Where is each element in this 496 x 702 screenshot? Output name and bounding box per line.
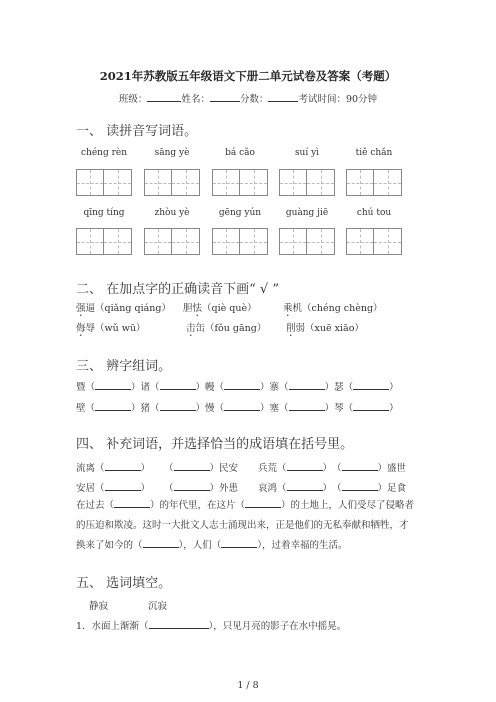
question-1: 1．水面上渐渐（ ），只见月亮的影子在水中摇晃。 xyxy=(76,621,347,632)
pinyin-3: bá cǎo xyxy=(225,148,255,158)
idiom-row-2: 安居（ ） xyxy=(76,483,151,494)
answer-blank[interactable] xyxy=(342,481,378,491)
page-number: 1 / 8 xyxy=(237,680,259,691)
answer-blank[interactable] xyxy=(95,380,131,390)
idiom-paragraph: 在过去（ ）的年代里，在这片（ ）的土地上，人们受尽了侵略者的压迫和欺凌。这时一大批文人志士涌现出来，正是他们的无私奉献和牺牲，才换来了如今的（ ），人们（ ），过着幸福的生活。 xyxy=(76,500,415,551)
pinyin-1: chéng rèn xyxy=(80,148,127,158)
answer-blank[interactable] xyxy=(224,380,260,390)
pronunciation-item: 侮辱（wǔ wū） xyxy=(76,323,146,334)
pronunciation-item: 击缶（fǒu gāng） xyxy=(186,323,267,334)
writing-grid[interactable] xyxy=(279,169,335,196)
pinyin-7: zhòu yè xyxy=(154,208,190,218)
time-label: 考试时间：90分钟 xyxy=(298,94,378,105)
word-choice-2: 沉寂 xyxy=(148,601,168,612)
writing-grid[interactable] xyxy=(279,228,335,255)
answer-blank[interactable] xyxy=(143,538,179,548)
answer-blank[interactable] xyxy=(149,619,209,629)
idiom-row-1: 流离（ ） xyxy=(76,463,151,474)
answer-blank[interactable] xyxy=(221,538,257,548)
answer-blank[interactable] xyxy=(174,461,210,471)
writing-grid[interactable] xyxy=(144,228,200,255)
pinyin-10: chú tou xyxy=(356,208,392,218)
writing-grid[interactable] xyxy=(144,169,200,196)
idiom-row-1d: （ ）盛世 xyxy=(332,463,407,474)
pinyin-4: suí yì xyxy=(294,148,320,158)
writing-grid[interactable] xyxy=(76,228,132,255)
section-5-heading: 五、 选词填空。 xyxy=(76,576,172,591)
answer-blank[interactable] xyxy=(105,481,141,491)
answer-blank[interactable] xyxy=(287,461,323,471)
answer-blank[interactable] xyxy=(95,401,131,411)
idiom-row-2d: （ ）足食 xyxy=(332,483,407,494)
pronunciation-item: 乘机（chéng chèng） xyxy=(283,303,383,314)
answer-blank[interactable] xyxy=(160,401,196,411)
writing-grid[interactable] xyxy=(212,228,268,255)
word-group-row-1: 暨（ ）诸（ ）幔（ ）寨（ ）瑟（ ） xyxy=(76,382,399,393)
score-blank[interactable] xyxy=(268,92,298,102)
answer-blank[interactable] xyxy=(353,401,389,411)
score-label: 分数： xyxy=(239,94,269,105)
pronunciation-item: 强逼（qiǎng qiáng） xyxy=(76,303,172,314)
idiom-row-1c: 兵荒（ ） xyxy=(258,463,333,474)
class-label: 班级： xyxy=(118,94,148,105)
idiom-row-2b: （ ）外患 xyxy=(164,483,239,494)
answer-blank[interactable] xyxy=(160,380,196,390)
answer-blank[interactable] xyxy=(224,401,260,411)
pronunciation-item: 胆怯（qiè què） xyxy=(183,303,257,314)
answer-blank[interactable] xyxy=(287,481,323,491)
answer-blank[interactable] xyxy=(353,380,389,390)
answer-blank[interactable] xyxy=(245,498,281,508)
writing-grid[interactable] xyxy=(212,169,268,196)
class-blank[interactable] xyxy=(147,92,181,102)
word-choice-1: 静寂 xyxy=(89,601,109,612)
student-info-line xyxy=(0,91,496,105)
pronunciation-item: 削弱（xuē xiāo） xyxy=(286,323,364,334)
pinyin-5: tiě chǎn xyxy=(355,148,393,158)
word-group-row-2: 壁（ ）猪（ ）慢（ ）塞（ ）琴（ ） xyxy=(76,403,399,414)
page-title: 2021年苏教版五年级语文下册二单元试卷及答案（考题） xyxy=(99,69,397,83)
pinyin-2: sāng yè xyxy=(154,148,190,158)
answer-blank[interactable] xyxy=(114,498,150,508)
pinyin-8: gēng yún xyxy=(218,208,262,218)
answer-blank[interactable] xyxy=(289,401,325,411)
section-3-heading: 三、 辨字组词。 xyxy=(76,359,172,374)
writing-grid[interactable] xyxy=(76,169,132,196)
pinyin-9: guàng jiē xyxy=(285,208,329,218)
section-1-heading: 一、 读拼音写词语。 xyxy=(76,124,198,139)
section-2-heading: 二、 在加点字的正确读音下画“ √ ” xyxy=(76,282,279,297)
answer-blank[interactable] xyxy=(174,481,210,491)
name-blank[interactable] xyxy=(210,92,240,102)
idiom-row-1b: （ ）民安 xyxy=(164,463,239,474)
writing-grid[interactable] xyxy=(346,169,402,196)
idiom-row-2c: 哀鸿（ ） xyxy=(258,483,333,494)
pinyin-6: qīng tíng xyxy=(83,208,125,218)
section-4-heading: 四、 补充词语，并选择恰当的成语填在括号里。 xyxy=(76,437,354,452)
answer-blank[interactable] xyxy=(289,380,325,390)
answer-blank[interactable] xyxy=(105,461,141,471)
answer-blank[interactable] xyxy=(342,461,378,471)
name-label: 姓名： xyxy=(181,94,210,105)
writing-grid[interactable] xyxy=(346,228,402,255)
